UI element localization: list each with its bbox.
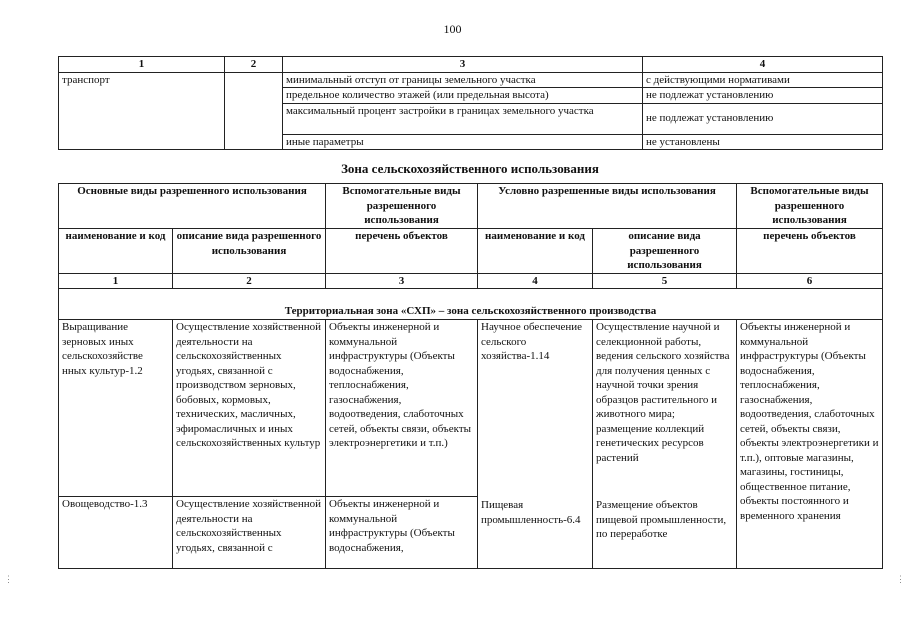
- conditional-uses-header: Условно разрешенные виды использования: [478, 184, 737, 229]
- empty-cell: [225, 72, 283, 150]
- col-number: 1: [59, 57, 225, 73]
- description-header: описание вида разрешенного использования: [173, 229, 326, 274]
- objects-list-header: перечень объектов: [737, 229, 883, 274]
- param-value: с действующими нормативами: [643, 72, 883, 88]
- aux-uses-header: Вспомогательные виды разрешенного использования: [326, 184, 478, 229]
- sub-header-row: [59, 229, 883, 274]
- col-number: 2: [173, 273, 326, 289]
- param-name: минимальный отступ от границы земельного участка: [283, 72, 643, 88]
- param-name: максимальный процент застройки в границах земельного участка: [283, 103, 643, 134]
- subzone-row: [59, 289, 883, 320]
- description-header: описание вида разрешенного использования: [593, 229, 737, 274]
- col-number: 5: [593, 273, 737, 289]
- objects-list-header: перечень объектов: [326, 229, 478, 274]
- col-number: 4: [478, 273, 593, 289]
- scan-edge-mark: ⋮: [896, 574, 905, 584]
- subzone-title: Территориальная зона «СХП» – зона сельскохозяйственного производства: [59, 289, 883, 320]
- conditional-names-cell: [478, 320, 593, 569]
- name-code-header: наименование и код: [478, 229, 593, 274]
- table-row: [59, 320, 883, 497]
- col-number: 2: [225, 57, 283, 73]
- col-number: 3: [283, 57, 643, 73]
- aux-uses-header-2: Вспомогательные виды разрешенного использования: [737, 184, 883, 229]
- name-code-header: наименование и код: [59, 229, 173, 274]
- header-row: [59, 57, 883, 73]
- use-description: Осуществление научной и селекционной работы, ведения сельского хозяйства для получения ценных с научной точки зрения образцов растительного и животного мира; размещение коллекций генетических ресурсов растений: [596, 321, 730, 464]
- col-number: 6: [737, 273, 883, 289]
- use-name-code: Выращивание зерновых иных сельскохозяйстве нных культур-1.2: [59, 320, 173, 497]
- param-value: не установлены: [643, 134, 883, 150]
- use-description: Осуществление хозяйственной деятельности на сельскохозяйственных угодьях, связанной с производством зерновых, бобовых, кормовых, технических, масличных, эфиромасличных и иных сельскохозяйственных культур: [173, 320, 326, 497]
- permitted-use-table: [58, 183, 883, 569]
- col-number: 3: [326, 273, 478, 289]
- use-name-code: Пищевая промышленность-6.4: [481, 499, 581, 526]
- table-row: [59, 72, 883, 88]
- conditional-descriptions-cell: [593, 320, 737, 569]
- zone-title: Зона сельскохозяйственного использования: [341, 161, 599, 176]
- group-header-row: [59, 184, 883, 229]
- use-name-code: Научное обеспечение сельского хозяйства-1.14: [481, 321, 583, 362]
- objects-list: Объекты инженерной и коммунальной инфраструктуры (Объекты водоснабжения,: [326, 497, 478, 569]
- col-number: 1: [59, 273, 173, 289]
- objects-list: Объекты инженерной и коммунальной инфраструктуры (Объекты водоснабжения, теплоснабжения, газоснабжения, водоотведения, слаботочных сетей, объекты связи, объекты электроэнергетики и т.п.), оптовые магазины, магазины, гостиницы, общественное питание, объекты постоянного и временного хранения: [737, 320, 883, 569]
- main-uses-header: Основные виды разрешенного использования: [59, 184, 326, 229]
- param-value: не подлежат установлению: [643, 103, 883, 134]
- use-description: Осуществление хозяйственной деятельности на сельскохозяйственных угодьях, связанной с: [173, 497, 326, 569]
- column-number-row: [59, 273, 883, 289]
- page-number: 100: [443, 22, 462, 36]
- param-name: иные параметры: [283, 134, 643, 150]
- param-value: не подлежат установлению: [643, 88, 883, 104]
- use-description: Размещение объектов пищевой промышленности, по переработке: [596, 499, 727, 540]
- param-name: предельное количество этажей (или предельная высота): [283, 88, 643, 104]
- parameters-table: [58, 56, 883, 150]
- use-name-code: Овощеводство-1.3: [59, 497, 173, 569]
- scan-edge-mark: ⋮: [4, 574, 13, 584]
- row-label: транспорт: [59, 72, 225, 150]
- col-number: 4: [643, 57, 883, 73]
- objects-list: Объекты инженерной и коммунальной инфраструктуры (Объекты водоснабжения, теплоснабжения, газоснабжения, водоотведения, слаботочных сетей, объекты связи, объекты электроэнергетики и т.п.): [326, 320, 478, 497]
